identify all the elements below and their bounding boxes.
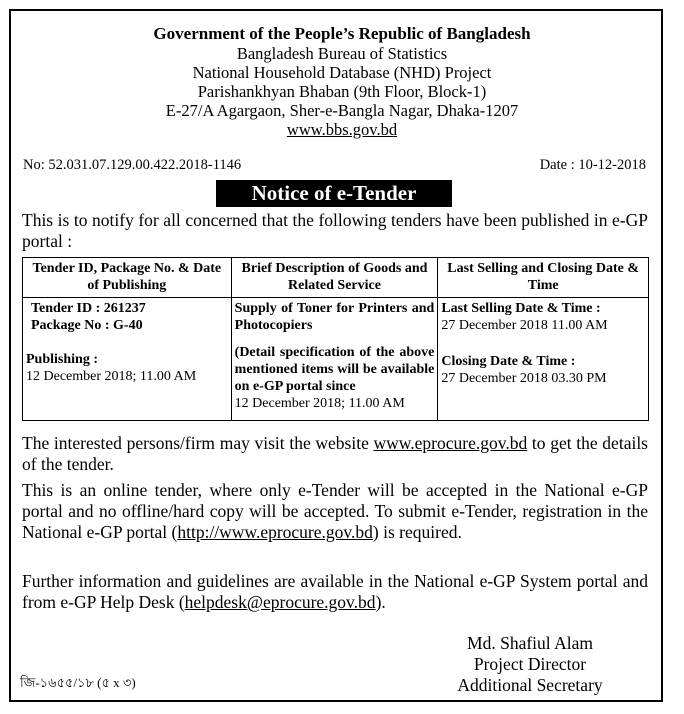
- cell-dates: [438, 298, 649, 421]
- detail-note: (Detail specification of the above mentioned items will be available on e-GP portal since: [234, 345, 435, 394]
- package-no: Package No : G-40: [31, 318, 143, 333]
- paragraph-text: Further information and guidelines are available in the National e-GP System portal and from e-GP Help Desk (: [22, 571, 648, 612]
- notice-date: Date : 10-12-2018: [539, 157, 646, 173]
- closing-label: Closing Date & Time :: [441, 354, 576, 369]
- signatory-title: Project Director: [473, 654, 587, 674]
- col-header-description: Brief Description of Goods and Related Service: [231, 258, 438, 298]
- publishing-label: Publishing :: [26, 352, 98, 367]
- eprocure-url-link[interactable]: http://www.eprocure.gov.bd: [177, 522, 373, 542]
- ad-code: জি-১৬৫৫/১৮ (৫ x ৩): [20, 675, 136, 690]
- street-address: E-27/A Agargaon, Sher-e-Bangla Nagar, Dhaka-1207: [165, 101, 519, 120]
- publishing-date: 12 December 2018; 11.00 AM: [26, 369, 197, 384]
- notice-title: Notice of e-Tender: [216, 180, 452, 207]
- col-header-tender-id: Tender ID, Package No. & Date of Publishing: [23, 258, 232, 298]
- closing-date: 27 December 2018 03.30 PM: [441, 371, 607, 386]
- cell-description: [231, 298, 438, 421]
- paragraph-text: The interested persons/firm may visit the website: [22, 433, 374, 453]
- paragraph-helpdesk: [22, 571, 648, 613]
- bureau-name: Bangladesh Bureau of Statistics: [236, 44, 448, 63]
- signature-block: [440, 633, 620, 696]
- project-name: National Household Database (NHD) Project: [192, 63, 492, 82]
- website-link[interactable]: www.bbs.gov.bd: [286, 120, 398, 139]
- eprocure-link[interactable]: www.eprocure.gov.bd: [373, 433, 528, 453]
- paragraph-text: to get the details of the tender.: [22, 433, 648, 474]
- paragraph-text: ) is required.: [372, 522, 462, 542]
- table-header-row: [23, 258, 649, 298]
- signatory-name: Md. Shafiul Alam: [467, 633, 593, 653]
- goods-description: Supply of Toner for Printers and Photocopiers: [234, 301, 435, 333]
- table-row: [23, 298, 649, 421]
- helpdesk-email-link[interactable]: helpdesk@eprocure.gov.bd: [184, 592, 376, 612]
- government-title: Government of the People’s Republic of Bangladesh: [153, 24, 531, 43]
- letterhead: [0, 24, 684, 139]
- paragraph-text: ).: [375, 592, 386, 612]
- tender-id: Tender ID : 261237: [31, 301, 146, 316]
- last-selling-date: 27 December 2018 11.00 AM: [441, 318, 608, 333]
- reference-number: No: 52.031.07.129.00.422.2018-1146: [23, 157, 242, 173]
- last-selling-label: Last Selling Date & Time :: [441, 301, 601, 316]
- paragraph-online-tender: [22, 480, 648, 543]
- intro-text: This is to notify for all concerned that the following tenders have been published in e-GP portal :: [22, 210, 648, 251]
- detail-date: 12 December 2018; 11.00 AM: [234, 396, 405, 411]
- paragraph-text: This is an online tender, where only e-Tender will be accepted in the National e-GP portal and no offline/hard copy will be accepted. To submit e-Tender, registration in the National e-GP portal (: [22, 480, 648, 542]
- tender-table: [22, 257, 649, 421]
- paragraph-website: [22, 433, 648, 475]
- signatory-rank: Additional Secretary: [457, 675, 603, 695]
- col-header-dates: Last Selling and Closing Date & Time: [438, 258, 649, 298]
- cell-tender-info: [23, 298, 232, 421]
- building-address: Parishankhyan Bhaban (9th Floor, Block-1): [197, 82, 487, 101]
